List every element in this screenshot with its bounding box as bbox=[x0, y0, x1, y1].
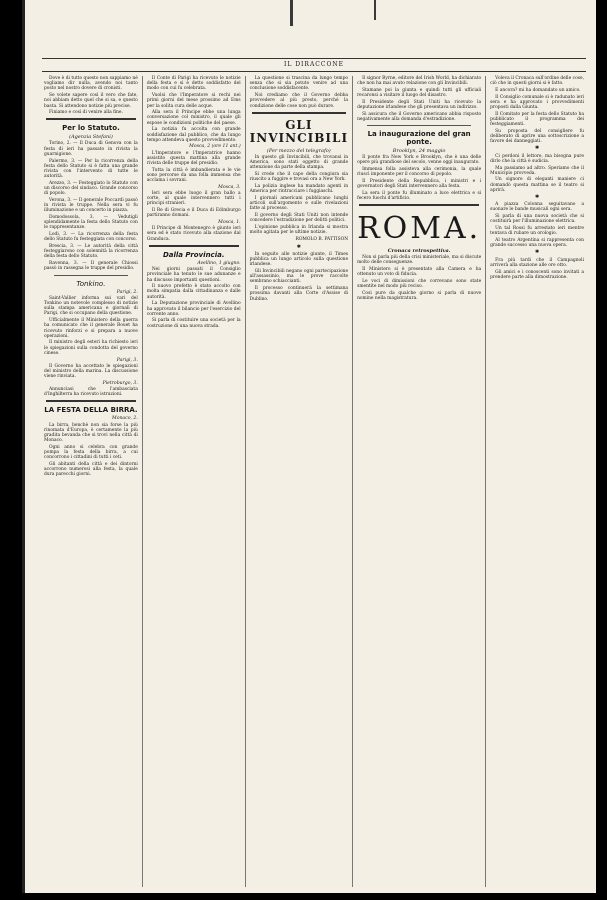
article-paragraph: La Deputazione provinciale di Avellino ha approvato il bilancio per l'esercizio del corrente anno. bbox=[146, 301, 241, 317]
article-paragraph: Un signore di eleganti maniere ci domandò questa mattina se il teatro si aprirà. bbox=[490, 177, 584, 193]
section-subtitle: Cronaca retrospettiva. bbox=[387, 248, 451, 255]
section-subtitle: Brooklyn, 24 maggio bbox=[392, 148, 446, 155]
article-paragraph: Il ponte fra New York e Brooklyn, che è una delle opere più grandiose del secolo, venne oggi inaugurato. bbox=[357, 155, 482, 166]
article-paragraph: L'Imperatore e l'Imperatrice hanno assistito questa mattina alla grande rivista delle truppe del presidio. bbox=[146, 150, 241, 167]
article-paragraph: Gli amici e i conoscenti sono invitati a prendere parte alla dimostrazione. bbox=[490, 269, 584, 280]
article-paragraph: Se volete sapere così il vero che fate, noi abbiam detto quel che si sa, e questo basta. Si attendono notizie più precise. bbox=[44, 93, 138, 109]
article-paragraph: Arezzo, 3. — Festeggiato lo Statuto con un discorso del sindaco. Grande concorso di popolo. bbox=[44, 180, 138, 197]
article-paragraph: Dove è di tutto questo non sappiamo né vogliamo dir nulla, avendo noi tanto posto nel nostro dovere di cronisti. bbox=[44, 76, 138, 92]
article-paragraph: In seguito alle notizie giunte, il Times pubblica un lungo articolo sulla questione irlandese. bbox=[249, 251, 349, 268]
masthead: IL DIRACCONE bbox=[42, 58, 586, 72]
article-paragraph: La polizia inglese ha mandato agenti in America per rintracciare i fuggiaschi. bbox=[249, 183, 349, 194]
section-subtitle: (Per mezzo del telegrafo) bbox=[266, 147, 331, 154]
article-paragraph: Il signor Byrne, editore del Irish World, ha dichiarato che non ha mai avuto relazione con gli Invincibili. bbox=[357, 76, 482, 87]
article-paragraph: Il Presidente degli Stati Uniti ha ricevuto la deputazione irlandese che gli presentava un indirizzo. bbox=[357, 99, 482, 111]
article-paragraph: In questo gli Invincibili, che trovansi in America, sono stati oggetto di grande attenzione da parte della stampa. bbox=[249, 154, 349, 171]
article-paragraph: I giornali americani pubblicano lunghi articoli sull'argomento e sulle rivelazioni fatte al processo. bbox=[249, 195, 349, 212]
section-heading: GLI INVINCIBILI bbox=[249, 117, 349, 145]
article-paragraph: Nei giorni passati il Consiglio provinciale ha tenuto le sue adunanze e ha discusso importanti questioni. bbox=[146, 267, 241, 283]
separator-star: ✱ bbox=[534, 194, 540, 201]
article-paragraph: Così pure da qualche giorno si parla di nuove nomine nella magistratura. bbox=[357, 290, 482, 302]
column-5 bbox=[486, 76, 588, 887]
article-paragraph: Il Comitato per la festa dello Statuto ha pubblicato il programma dei festeggiamenti. bbox=[490, 111, 584, 128]
section-heading: Dalla Provincia. bbox=[162, 250, 225, 259]
article-paragraph: Su proposta del consigliere fu deliberato di aprire una sottoscrizione a favore dei danneggiati. bbox=[490, 128, 584, 145]
article-paragraph: Annunciasi che l'ambasciata d'Inghilterra ha ricevuto istruzioni. bbox=[44, 387, 138, 398]
article-paragraph: Si assicura che il Governo americano abbia risposto negativamente alla domanda d'estradizione. bbox=[357, 111, 482, 122]
article-paragraph: La sera il ponte fu illuminato a luce elettrica e si fecero fuochi d'artificio. bbox=[357, 190, 482, 202]
article-paragraph: Gli abitanti della città e dei dintorni accorrono numerosi alla festa, la quale dura parecchi giorni. bbox=[44, 462, 138, 478]
section-divider bbox=[367, 125, 471, 126]
ink-stain bbox=[290, 0, 293, 26]
article-paragraph: Il Presidente della Repubblica, i ministri e i governatori degli Stati intervennero alla festa. bbox=[357, 178, 482, 190]
article-paragraph: Il governo degli Stati Uniti non intende concedere l'estradizione per delitti politici. bbox=[249, 212, 349, 223]
article-paragraph: Il ministro degli esteri ha richiesto ieri le spiegazioni sulla condotta del governo cinese. bbox=[44, 340, 138, 356]
dateline: Parigi, 3. bbox=[116, 357, 138, 363]
article-paragraph: Ufficialmente il Ministero della guerra ha comunicato che il generale Bouet ha ricevuto rinforzi e si prepara a nuove operazioni. bbox=[44, 318, 138, 339]
article-paragraph: Le voci di dimissioni che correvano sono state smentite nel modo più reciso. bbox=[357, 279, 482, 290]
article-paragraph: Vuolsi che l'Imperatore si rechi nei primi giorni del mese prossimo ad Ems per la solita cura delle acque. bbox=[146, 93, 241, 109]
article-paragraph: Si parla di una nuova società che si costituirà per l'illuminazione elettrica. bbox=[490, 214, 584, 225]
article-paragraph: Torino, 2. — Il Duca di Genova con la festa di ieri ha passato in rivista la guarnigione. bbox=[44, 141, 138, 157]
article-paragraph: Verona, 3. — Il generale Poccardi passò in rivista le truppe. Nella sera vi fu illuminazione e un concerto in piazza. bbox=[44, 197, 138, 214]
page-border bbox=[22, 0, 25, 893]
article-paragraph: Ravenna, 3. — Il generale Chiossi passò in rassegna le truppe del presidio. bbox=[44, 261, 138, 272]
dateline: Pietroburgo, 3. bbox=[102, 380, 138, 386]
newspaper-page bbox=[22, 0, 596, 893]
article-paragraph: Il Conte di Parigi ha ricevuto le notizie della festa e si è detto soddisfatto del modo con cui fu celebrata. bbox=[146, 76, 241, 92]
article-paragraph: Ci perdoni il lettore, ma bisogna pure dirlo che la città è sudicia. bbox=[490, 153, 584, 164]
section-heading: LA FESTA DELLA BIRRA. bbox=[44, 406, 138, 415]
article-paragraph: Ogni anno si celebra con grande pompa la festa della birra, a cui concorrono i cittadini di tutti i ceti. bbox=[44, 444, 138, 461]
article-paragraph: Saint-Vallier informa sui vari del Tonkino un notevole complesso di notizie sulla stampa americana e giornali di Parigi, che si occupano della questione. bbox=[44, 295, 138, 317]
signature: ROMOLO B. PATTISON bbox=[295, 236, 349, 242]
section-heading: Per lo Statuto. bbox=[62, 124, 120, 133]
article-paragraph: Il processo continuerà la settimana prossima davanti alla Corte d'Assise di Dublino. bbox=[249, 286, 349, 302]
dateline: Mosca, 1. bbox=[218, 220, 241, 226]
article-paragraph: Non si parla più della crisi ministeriale, ma si discute molto delle conseguenze. bbox=[357, 255, 482, 266]
article-paragraph: Gli Invincibili negano ogni partecipazione all'assassinio, ma le prove raccolte sembrano schiaccianti. bbox=[249, 269, 349, 285]
dateline: Mosca, 2 (ore 11 ant.) bbox=[189, 144, 241, 150]
section-heading: ROMA. bbox=[357, 211, 482, 247]
article-paragraph: Il Governo ha accettato le spiegazioni del ministro della marina. La discussione viene rinviata. bbox=[44, 363, 138, 380]
separator-star: ✱ bbox=[534, 249, 540, 256]
section-divider bbox=[252, 112, 346, 114]
section-divider bbox=[149, 245, 239, 247]
article-paragraph: L'opinione pubblica in Irlanda si mostra molto agitata per le ultime notizie. bbox=[249, 224, 349, 235]
article-paragraph: Il Principe di Montenegro è giunto ieri sera ed è stato ricevuto alla stazione dal Granduca. bbox=[146, 226, 241, 242]
article-paragraph: Il Consiglio comunale si è radunato ieri sera e ha approvato i provvedimenti proposti dalla Giunta. bbox=[490, 94, 584, 111]
article-paragraph: Palermo, 3. — Per la ricorrenza della festa dello Statuto si è fatta una grande rivista con l'intervento di tutte le autorità. bbox=[44, 158, 138, 180]
article-paragraph: La questione si trascina da lungo tempo senza che si sia potuto venire ad una conclusione soddisfacente. bbox=[249, 76, 349, 92]
column-2 bbox=[143, 76, 246, 887]
article-paragraph: Il nuovo prefetto è stato accolto con molta simpatia dalla cittadinanza e dalle autorità. bbox=[146, 284, 241, 300]
column-4 bbox=[353, 76, 486, 887]
article-paragraph: Il Re di Grecia e il Duca di Edimburgo partiranno domani. bbox=[146, 208, 241, 219]
article-paragraph: Tutta la città è imbandierata e le vie sono percorse da una folla immensa che acclama i sovrani. bbox=[146, 167, 241, 184]
article-paragraph: Immensa folla assisteva alla cerimonia, la quale riuscì imponente per il concorso di popolo. bbox=[357, 167, 482, 178]
article-paragraph: Al teatro Argentina si rappresenta con grande successo una nuova opera. bbox=[490, 237, 584, 249]
columns bbox=[40, 76, 588, 887]
article-paragraph: E ancora? mi ha domandato un amico. bbox=[495, 87, 581, 93]
article-paragraph: Si parla di costituire una società per la costruzione di una nuova strada. bbox=[146, 318, 241, 329]
article-paragraph: Ieri sera ebbe luogo il gran ballo a corte, al quale intervennero tutti i principi stranieri. bbox=[146, 191, 241, 207]
separator-star: ✱ bbox=[534, 145, 540, 152]
section-divider bbox=[54, 275, 128, 276]
section-divider bbox=[46, 118, 136, 120]
article-paragraph: Stamane poi la giunta e quindi tutti gli ufficiali recaronsi a visitare il luogo del disastro. bbox=[357, 87, 482, 99]
separator-star: ✱ bbox=[296, 243, 301, 250]
dateline: Monaco, 2. bbox=[112, 416, 138, 422]
article-paragraph: Brescia, 3. — Le autorità della città festeggiarono con solennità la ricorrenza della festa dello Statuto. bbox=[44, 244, 138, 260]
ink-stain bbox=[374, 0, 376, 20]
article-paragraph: Voleva il Cronaca sull'ordine delle cose, ciò che in questi giorni si è fatto. bbox=[490, 76, 584, 87]
article-paragraph: Un tal Rossi fu arrestato ieri mentre tentava di rubare un orologio. bbox=[490, 226, 584, 237]
article-paragraph: Il Ministero si è presentato alla Camera e ha ottenuto un voto di fiducia. bbox=[357, 267, 482, 278]
section-subtitle: (Agenzia Stefani) bbox=[69, 134, 113, 141]
dateline: Parigi, 2. bbox=[116, 289, 138, 295]
article-paragraph: Alla sera il Principe ebbe una lunga conversazione col ministro, il quale gli espose le condizioni politiche del paese. bbox=[146, 110, 241, 126]
article-paragraph: Noi crediamo che il Governo debba provvedere al più presto, perché la condizione delle cose non può durare. bbox=[249, 93, 349, 109]
article-paragraph: Si crede che il capo della congiura sia riuscito a fuggire e trovasi ora a New York. bbox=[249, 171, 349, 183]
article-paragraph: Fra più tardi che il Campagnoli arriverà alla stazione alle ore otto. bbox=[490, 257, 584, 268]
dateline: Avellino, 1 giugno. bbox=[197, 260, 241, 266]
column-1 bbox=[40, 76, 143, 887]
article-paragraph: Finiamo e così di venire alla fine. bbox=[49, 110, 123, 116]
column-3 bbox=[246, 76, 353, 887]
section-divider bbox=[359, 204, 479, 206]
section-heading: La inaugurazione del gran ponte. bbox=[367, 130, 471, 147]
dateline: Mosca, 3. bbox=[218, 184, 241, 190]
article-paragraph: La notizia fu accolta con grande soddisfazione dal pubblico, che da lungo tempo attendeva questo provvedimento. bbox=[146, 127, 241, 143]
article-paragraph: La birra, benchè non sia forse la più rinomata d'Europa, è certamente la più gradita bevanda che si trovi nella città di Monaco. bbox=[44, 422, 138, 444]
article-paragraph: Domodossola, 3. — Vedutigli splendidamente la festa dello Statuto con le rappresentanze. bbox=[44, 215, 138, 231]
section-divider bbox=[46, 400, 136, 402]
section-heading: Tonkino. bbox=[76, 279, 106, 288]
article-paragraph: Ma passiamo ad altro. Speriamo che il Municipio provveda. bbox=[490, 165, 584, 176]
article-paragraph: A piazza Colonna seguitavano a suonare le bande musicali ogni sera. bbox=[490, 202, 584, 213]
article-paragraph: Lodi, 3. — La ricorrenza della festa dello Statuto fu festeggiata con concorso. bbox=[44, 232, 138, 243]
